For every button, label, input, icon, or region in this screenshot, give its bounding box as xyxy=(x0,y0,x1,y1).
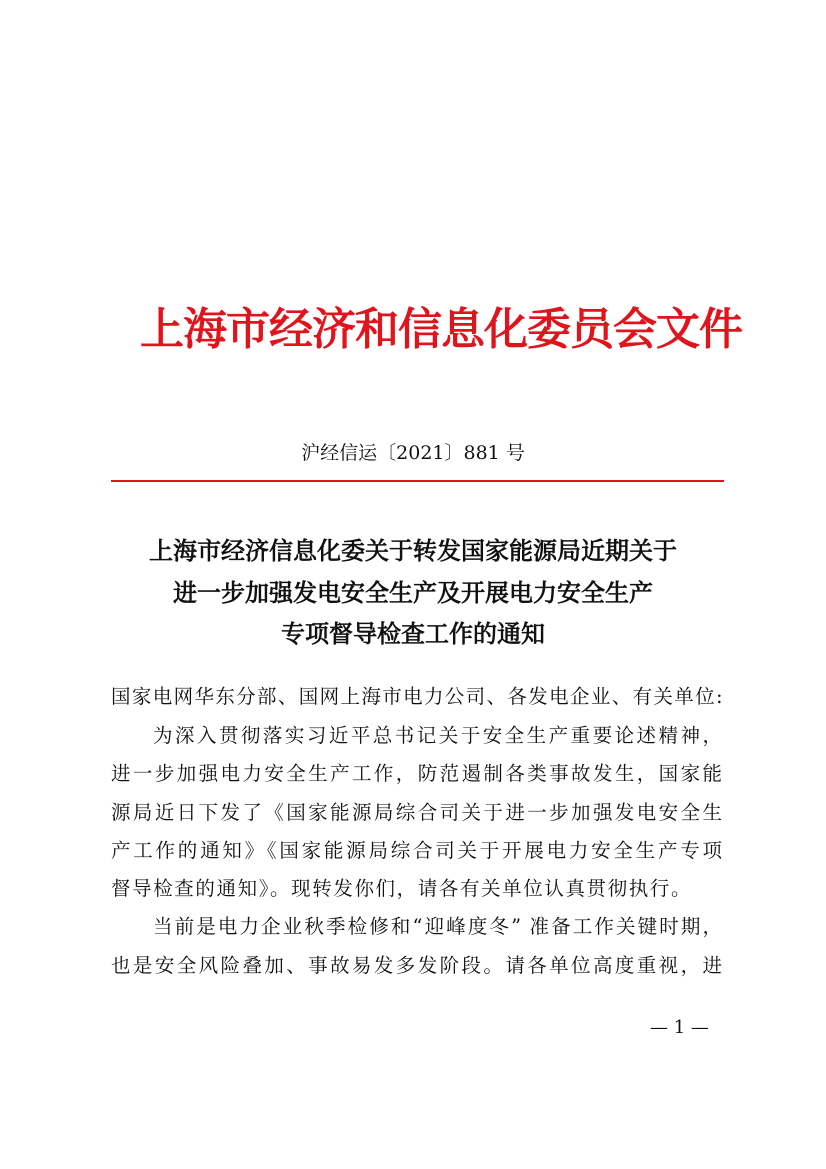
title-line: 专项督导检查工作的通知 xyxy=(281,619,545,648)
salutation: 国家电网华东分部、国网上海市电力公司、各发电企业、有关单位: xyxy=(111,685,722,708)
page-number: — 1 — xyxy=(650,1017,709,1038)
body-line: 为深入贯彻落实习近平总书记关于安全生产重要论述精神， xyxy=(153,724,722,747)
red-divider xyxy=(111,480,724,482)
body-line: 进一步加强电力安全生产工作，防范遏制各类事故发生，国家能 xyxy=(111,762,722,785)
body-line: 产工作的通知》《国家能源局综合司关于开展电力安全生产专项 xyxy=(111,839,722,862)
body-line: 也是安全风险叠加、事故易发多发阶段。请各单位高度重视，进 xyxy=(111,954,722,977)
body-line: 源局近日下发了《国家能源局综合司关于进一步加强发电安全生 xyxy=(111,801,722,824)
title-line: 上海市经济信息化委关于转发国家能源局近期关于 xyxy=(149,536,677,565)
issuer-heading: 上海市经济和信息化委员会文件 xyxy=(140,304,742,355)
title-line: 进一步加强发电安全生产及开展电力安全生产 xyxy=(173,578,653,607)
body-line: 当前是电力企业秋季检修和“迎峰度冬” 准备工作关键时期， xyxy=(153,915,722,938)
document-number: 沪经信运〔2021〕881 号 xyxy=(301,442,525,464)
body-line: 督导检查的通知》。现转发你们，请各有关单位认真贯彻执行。 xyxy=(111,877,693,900)
